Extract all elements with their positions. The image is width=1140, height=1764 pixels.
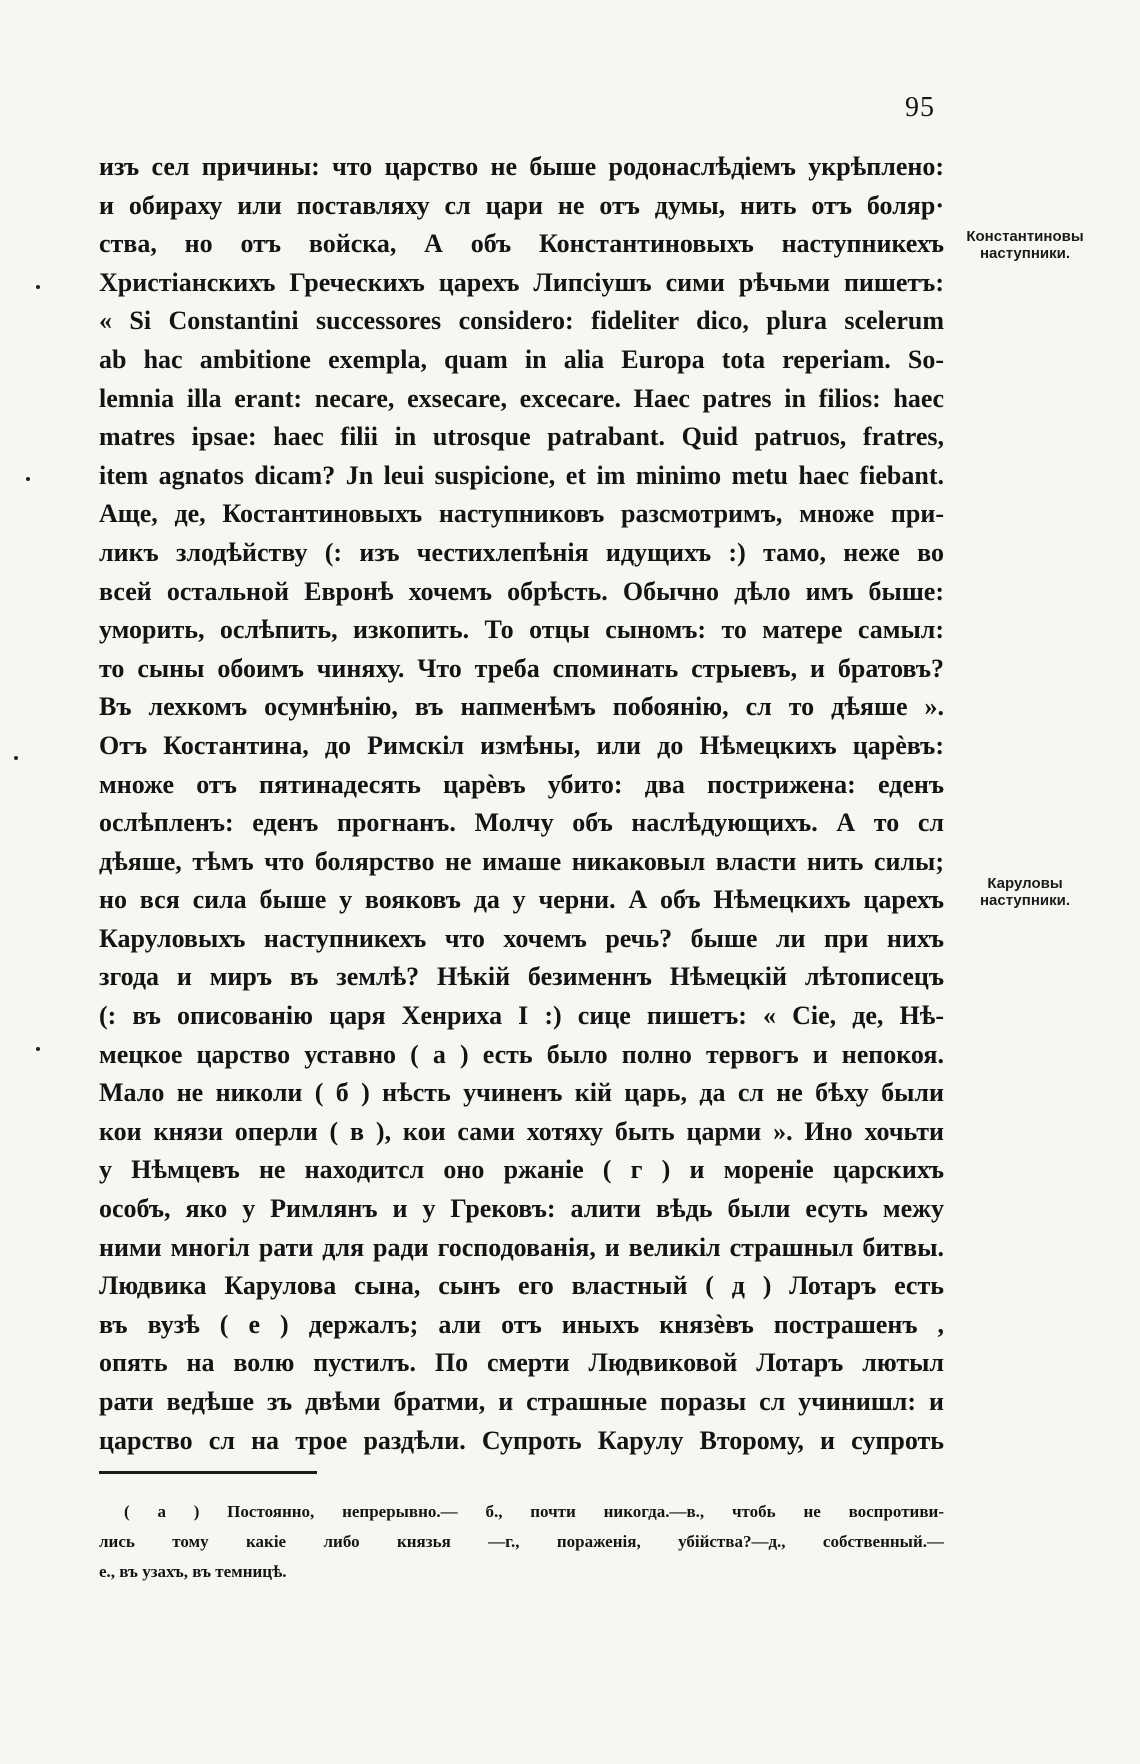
main-text	[99, 148, 944, 1460]
text-line: изъ сел причины: что царство не быше родонаслѣдіемъ укрѣплено:	[99, 152, 944, 181]
text-line: Отъ Костантина, до Римскіл измѣны, или до Нѣмецкихъ царѐвъ:	[99, 730, 944, 760]
text-line: Каруловыхъ наступникехъ что хочемъ речь? быше ли при нихъ	[99, 923, 944, 953]
footnote-line: лись тому какіе либо князья —г., пораженія, убійства?—д., собственный.—	[99, 1532, 944, 1551]
text-line: Аще, де, Костантиновыхъ наступниковъ разсмотримъ, множе при-	[99, 499, 944, 529]
footnotes	[99, 1497, 944, 1587]
text-line: но вся сила быше у вояковъ да у черни. А объ Нѣмецкихъ царехъ	[99, 885, 944, 915]
text-line: ослѣпленъ: еденъ прогнанъ. Молчу объ наслѣдующихъ. А то сл	[99, 808, 944, 838]
text-line: дѣяше, тѣмъ что болярство не имаше никаковыл власти нить силы;	[99, 846, 944, 876]
text-line: у Нѣмцевъ не находитсл оно ржаніе ( г ) и мореніе царскихъ	[99, 1155, 944, 1185]
text-line: lemnia illa erant: necare, exsecare, excecare. Haec patres in filios: haec	[99, 383, 944, 413]
text-line: опять на волю пустилъ. По смерти Людвиковой Лотаръ лютыл	[99, 1348, 944, 1378]
footnote-line: ( а ) Постоянно, непрерывно.— б., почти никогда.—в., чтобь не воспротиви-	[124, 1502, 944, 1521]
text-line: уморить, ослѣпить, изкопить. То отцы сыномъ: то матере самыл:	[99, 615, 944, 645]
text-line: item agnatos dicam? Jn leui suspicione, et im minimo metu haec fiebant.	[99, 460, 944, 490]
margin-dot	[14, 756, 18, 760]
text-line: и обираху или поставляху сл цари не отъ думы, нить отъ боляр·	[99, 190, 944, 220]
text-line: згода и миръ въ землѣ? Нѣкій безименнъ Нѣмецкій лѣтописецъ	[99, 962, 944, 992]
text-line: царство сл на трое раздѣли. Супроть Карулу Второму, и супроть	[99, 1425, 944, 1455]
text-line: мецкое царство уставно ( а ) есть было полно тервогъ и непокоя.	[99, 1039, 944, 1069]
margin-note-line: Константиновы	[966, 228, 1084, 245]
margin-note-line: наступники.	[979, 892, 1071, 909]
text-line: « Si Constantini successores considero: fideliter dico, plura scelerum	[99, 306, 944, 336]
text-line: рати ведѣше зъ двѣми братми, и страшные поразы сл учинишл: и	[99, 1387, 944, 1416]
text-line: (: въ описованію царя Хенриха I :) сице пишетъ: « Сіе, де, Нѣ-	[99, 1001, 944, 1031]
text-line: matres ipsae: haec filii in utrosque patrabant. Quid patruos, fratres,	[99, 422, 944, 452]
text-line: особъ, яко у Римлянъ и у Грековъ: алити вѣдь были есуть межу	[99, 1194, 944, 1224]
text-line: то сыны обоимъ чиняху. Что треба споминать стрыевъ, и братовъ?	[99, 653, 944, 683]
text-line: ликъ злодѣйству (: изъ честихлепѣнія идущихъ :) тамо, неже во	[99, 537, 944, 567]
text-line: Людвика Карулова сына, сынъ его властный ( д ) Лотаръ есть	[99, 1271, 944, 1301]
text-line: кои князи оперли ( в ), кои сами хотяху быть царми ». Ино хочьти	[99, 1116, 944, 1146]
margin-dot	[36, 285, 40, 289]
page-number: 95	[905, 92, 935, 123]
text-line: въ вузѣ ( е ) держалъ; али отъ иныхъ князѐвъ пострашенъ ,	[99, 1309, 944, 1339]
text-line: ства, но отъ войска, А объ Константиновыхъ наступникехъ	[99, 229, 944, 259]
margin-note-line: Каруловы	[987, 875, 1063, 892]
margin-dot	[36, 1047, 40, 1051]
margin-note-line: наступники.	[979, 245, 1071, 262]
text-line: ab hac ambitione exempla, quam in alia Europa tota reperiam. So-	[99, 344, 944, 374]
footnote-line: е., въ узахъ, въ темницѣ.	[99, 1562, 287, 1581]
text-line: ними многіл рати для ради господованія, и великіл страшныл битвы.	[99, 1232, 944, 1262]
margin-dot	[26, 477, 30, 481]
text-line: Въ лехкомъ осумнѣнію, въ напменѣмъ побоянію, сл то дѣяше ».	[99, 692, 944, 722]
footnote-rule	[99, 1471, 317, 1474]
margin-note-constantine	[950, 228, 1100, 262]
text-line: Христіанскихъ Греческихъ царехъ Липсіушъ сими рѣчьми пишетъ:	[99, 267, 944, 297]
text-line: Мало не николи ( б ) нѣсть учиненъ кій царь, да сл не бѣху были	[99, 1078, 944, 1108]
text-line: всей остальной Евронѣ хочемъ обрѣсть. Обычно дѣло имъ быше:	[99, 576, 944, 606]
text-line: множе отъ пятинадесять царѐвъ убито: два пострижена: еденъ	[99, 769, 944, 799]
margin-note-carolingian	[960, 875, 1090, 909]
